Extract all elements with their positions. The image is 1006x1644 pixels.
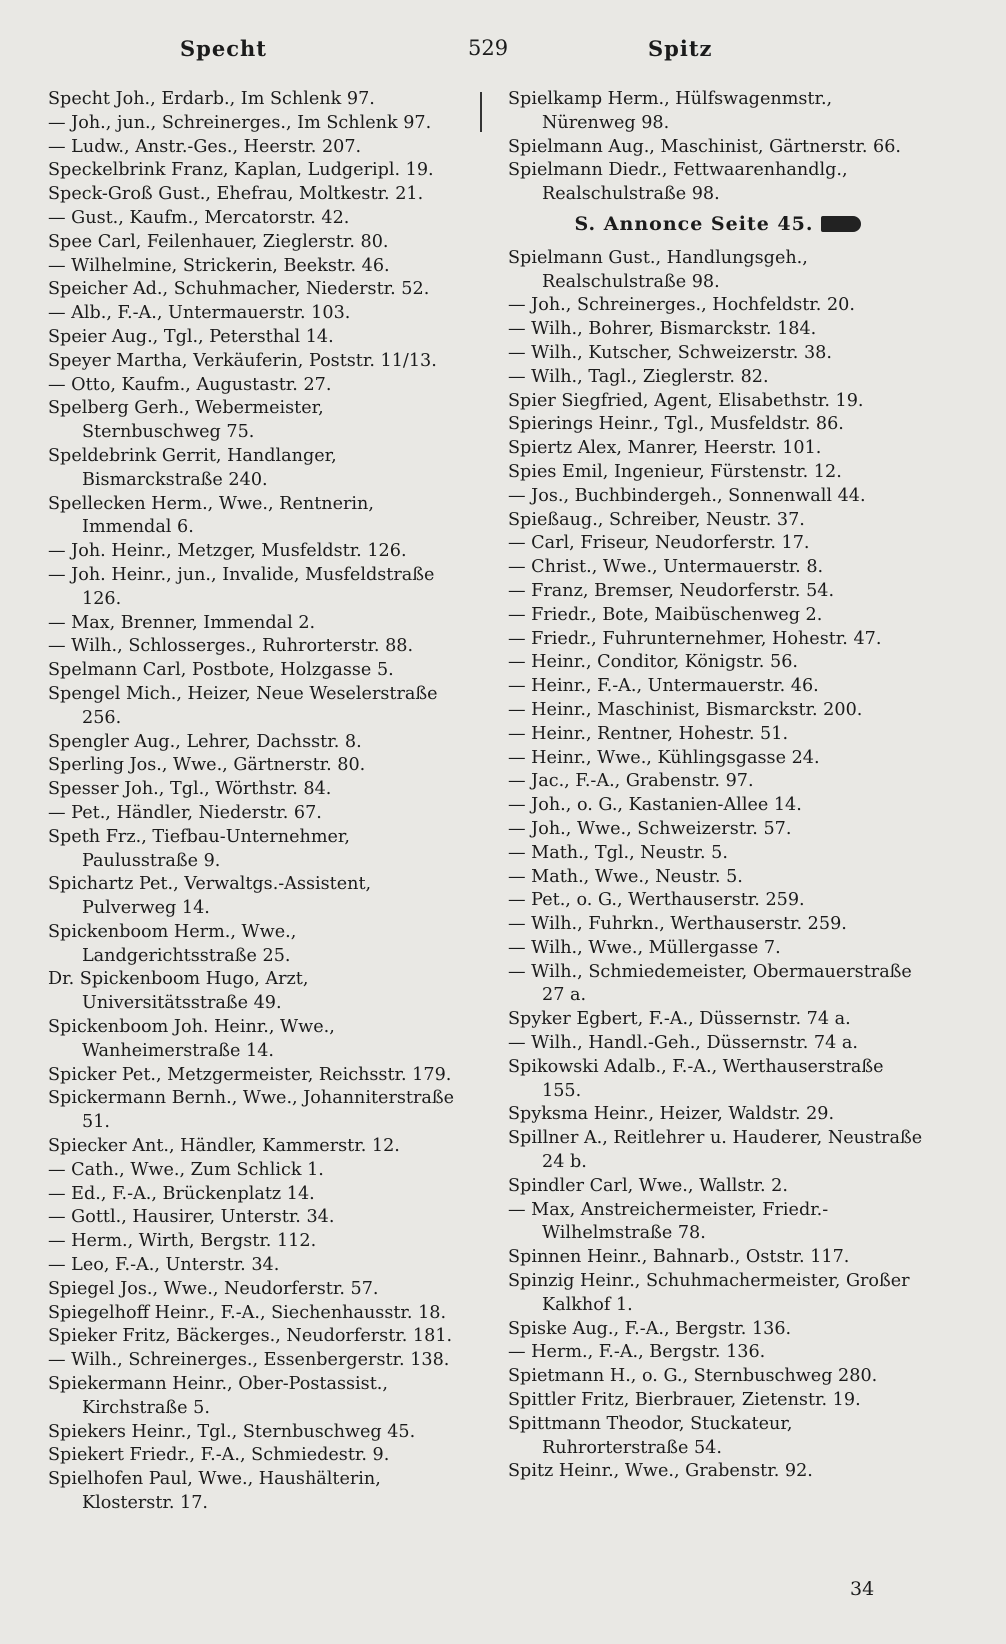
directory-entry: — Wilh., Tagl., Zieglerstr. 82. xyxy=(508,366,769,387)
header-left-keyword: Specht xyxy=(180,36,267,61)
directory-entry: — Herm., Wirth, Bergstr. 112. xyxy=(48,1231,317,1252)
directory-entry: Spikowski Adalb., F.-A., Werthauserstraße 155. xyxy=(508,1056,884,1101)
directory-entry: Spickenboom Herm., Wwe., Landgerichtsstraße 25. xyxy=(48,921,297,966)
directory-entry: — Wilhelmine, Strickerin, Beekstr. 46. xyxy=(48,255,390,276)
directory-entry: Speyer Martha, Verkäuferin, Poststr. 11/13. xyxy=(48,350,437,371)
directory-entry: — Otto, Kaufm., Augustastr. 27. xyxy=(48,374,332,395)
page-number: 529 xyxy=(468,36,509,60)
directory-entry: Spierings Heinr., Tgl., Musfeldstr. 86. xyxy=(508,414,844,435)
directory-entry: — Wilh., Bohrer, Bismarckstr. 184. xyxy=(508,319,817,340)
directory-entry: — Max, Brenner, Immendal 2. xyxy=(48,612,316,633)
directory-entry: Spickermann Bernh., Wwe., Johanniterstraße 51. xyxy=(48,1088,455,1133)
directory-entry: — Herm., F.-A., Bergstr. 136. xyxy=(508,1342,766,1363)
directory-entry: Specht Joh., Erdarb., Im Schlenk 97. xyxy=(48,89,375,109)
directory-entry: Spielkamp Herm., Hülfswagenmstr., Nürenweg 98. xyxy=(508,89,833,133)
directory-entry: — Pet., o. G., Werthauserstr. 259. xyxy=(508,890,805,911)
directory-entry: Spickenboom Joh. Heinr., Wwe., Wanheimerstraße 14. xyxy=(48,1017,335,1061)
directory-entry: — Friedr., Bote, Maibüschenweg 2. xyxy=(508,604,823,625)
directory-entry: — Jac., F.-A., Grabenstr. 97. xyxy=(508,771,754,792)
directory-entry: Spiecker Ant., Händler, Kammerstr. 12. xyxy=(48,1136,400,1157)
directory-entry: Spieker Fritz, Bäckerges., Neudorferstr. 181. xyxy=(48,1326,453,1347)
directory-entry: — Joh., jun., Schreinerges., Im Schlenk 97. xyxy=(48,112,432,133)
directory-entry: Spitz Heinr., Wwe., Grabenstr. 92. xyxy=(508,1461,813,1482)
directory-entry: — Heinr., Conditor, Königstr. 56. xyxy=(508,652,798,673)
directory-entry: Spengler Aug., Lehrer, Dachsstr. 8. xyxy=(48,731,362,752)
annonce-note xyxy=(508,213,928,237)
directory-entry: Speth Frz., Tiefbau-Unternehmer, Paulusstraße 9. xyxy=(48,826,350,871)
directory-entry: — Heinr., Rentner, Hohestr. 51. xyxy=(508,723,789,744)
directory-entry: — Heinr., Wwe., Kühlingsgasse 24. xyxy=(508,747,820,768)
column-divider xyxy=(480,92,482,132)
directory-entry: Spielmann Gust., Handlungsgeh., Realschulstraße 98. xyxy=(508,247,808,292)
directory-entry: — Wilh., Handl.-Geh., Düssernstr. 74 a. xyxy=(508,1033,858,1054)
directory-entry: — Max, Anstreichermeister, Friedr.-Wilhelmstraße 78. xyxy=(508,1199,829,1244)
directory-entry: Speier Aug., Tgl., Petersthal 14. xyxy=(48,326,334,347)
right-column xyxy=(508,88,928,1484)
directory-entry: — Alb., F.-A., Untermauerstr. 103. xyxy=(48,303,351,324)
directory-entry: — Joh., Wwe., Schweizerstr. 57. xyxy=(508,818,792,839)
directory-entry: Spellecken Herm., Wwe., Rentnerin, Immendal 6. xyxy=(48,493,374,538)
directory-entry: Spießaug., Schreiber, Neustr. 37. xyxy=(508,509,805,530)
page-header xyxy=(0,36,1006,76)
directory-entry: Spiske Aug., F.-A., Bergstr. 136. xyxy=(508,1318,792,1339)
directory-entry: Speckelbrink Franz, Kaplan, Ludgeripl. 19. xyxy=(48,160,434,181)
header-right-keyword: Spitz xyxy=(648,36,713,61)
directory-entry: Spiertz Alex, Manrer, Heerstr. 101. xyxy=(508,438,822,459)
directory-entry: Spiegelhoff Heinr., F.-A., Siechenhausstr. 18. xyxy=(48,1302,447,1323)
directory-entry: — Joh. Heinr., Metzger, Musfeldstr. 126. xyxy=(48,541,407,562)
directory-entry: Speldebrink Gerrit, Handlanger, Bismarckstraße 240. xyxy=(48,445,337,490)
directory-entry: — Christ., Wwe., Untermauerstr. 8. xyxy=(508,557,824,578)
directory-entry: Spielhofen Paul, Wwe., Haushälterin, Klosterstr. 17. xyxy=(48,1469,381,1514)
directory-entry: — Franz, Bremser, Neudorferstr. 54. xyxy=(508,580,835,601)
left-column xyxy=(48,88,468,1516)
directory-entry: — Joh., o. G., Kastanien-Allee 14. xyxy=(508,795,802,816)
directory-entry: — Joh. Heinr., jun., Invalide, Musfeldstraße 126. xyxy=(48,564,435,609)
directory-entry: — Wilh., Schreinerges., Essenbergerstr. 138. xyxy=(48,1350,450,1371)
directory-entry: — Carl, Friseur, Neudorferstr. 17. xyxy=(508,533,810,554)
directory-entry: — Math., Tgl., Neustr. 5. xyxy=(508,842,728,863)
directory-entry: Spies Emil, Ingenieur, Fürstenstr. 12. xyxy=(508,461,842,482)
directory-entry: — Joh., Schreinerges., Hochfeldstr. 20. xyxy=(508,295,855,316)
directory-entry: Sperling Jos., Wwe., Gärtnerstr. 80. xyxy=(48,755,366,776)
signature-number: 34 xyxy=(850,1578,875,1600)
directory-entry: Spiekert Friedr., F.-A., Schmiedestr. 9. xyxy=(48,1445,390,1466)
directory-entry: Spelberg Gerh., Webermeister, Sternbuschweg 75. xyxy=(48,398,324,443)
directory-entry: — Pet., Händler, Niederstr. 67. xyxy=(48,802,322,823)
directory-entry: Spicker Pet., Metzgermeister, Reichsstr. 179. xyxy=(48,1064,452,1085)
directory-entry: Spietmann H., o. G., Sternbuschweg 280. xyxy=(508,1366,878,1387)
right-top-entries xyxy=(508,88,928,207)
directory-entry: — Heinr., Maschinist, Bismarckstr. 200. xyxy=(508,699,863,720)
directory-entry: — Gust., Kaufm., Mercatorstr. 42. xyxy=(48,207,350,228)
directory-entry: Spiegel Jos., Wwe., Neudorferstr. 57. xyxy=(48,1278,379,1299)
directory-entry: — Wilh., Schlosserges., Ruhrorterstr. 88. xyxy=(48,636,414,657)
directory-entry: Spichartz Pet., Verwaltgs.-Assistent, Pulverweg 14. xyxy=(48,874,372,919)
directory-entry: Spesser Joh., Tgl., Wörthstr. 84. xyxy=(48,779,332,800)
directory-entry: — Heinr., F.-A., Untermauerstr. 46. xyxy=(508,676,819,697)
directory-entry: — Gottl., Hausirer, Unterstr. 34. xyxy=(48,1207,335,1228)
directory-entry: Spittmann Theodor, Stuckateur, Ruhrorterstraße 54. xyxy=(508,1413,793,1458)
directory-entry: Spengel Mich., Heizer, Neue Weselerstraße 256. xyxy=(48,683,438,728)
directory-entry: Spier Siegfried, Agent, Elisabethstr. 19. xyxy=(508,390,864,411)
directory-entry: — Jos., Buchbindergeh., Sonnenwall 44. xyxy=(508,485,866,506)
right-main-entries xyxy=(508,247,928,1484)
directory-entry: — Wilh., Kutscher, Schweizerstr. 38. xyxy=(508,342,832,363)
pointing-hand-icon xyxy=(821,216,861,232)
directory-entry: Spiekers Heinr., Tgl., Sternbuschweg 45. xyxy=(48,1421,416,1442)
directory-entry: — Wilh., Schmiedemeister, Obermauerstraße 27 a. xyxy=(508,961,912,1006)
directory-entry: Speicher Ad., Schuhmacher, Niederstr. 52. xyxy=(48,279,430,300)
directory-entry: — Ed., F.-A., Brückenplatz 14. xyxy=(48,1183,315,1204)
directory-entry: — Friedr., Fuhrunternehmer, Hohestr. 47. xyxy=(508,628,882,649)
directory-entry: — Math., Wwe., Neustr. 5. xyxy=(508,866,743,887)
directory-entry: Spyksma Heinr., Heizer, Waldstr. 29. xyxy=(508,1104,835,1125)
directory-entry: Spielmann Diedr., Fettwaarenhandlg., Realschulstraße 98. xyxy=(508,160,848,205)
directory-entry: Spelmann Carl, Postbote, Holzgasse 5. xyxy=(48,660,394,681)
directory-entry: Spinzig Heinr., Schuhmachermeister, Großer Kalkhof 1. xyxy=(508,1271,910,1315)
annonce-text: S. Annonce Seite 45. xyxy=(574,212,814,235)
directory-entry: — Ludw., Anstr.-Ges., Heerstr. 207. xyxy=(48,136,362,157)
directory-entry: Spielmann Aug., Maschinist, Gärtnerstr. 66. xyxy=(508,136,901,157)
directory-entry: Speck-Groß Gust., Ehefrau, Moltkestr. 21. xyxy=(48,184,424,205)
directory-entry: Spinnen Heinr., Bahnarb., Oststr. 117. xyxy=(508,1247,850,1268)
directory-entry: Spindler Carl, Wwe., Wallstr. 2. xyxy=(508,1175,788,1196)
directory-entry: Spyker Egbert, F.-A., Düssernstr. 74 a. xyxy=(508,1009,851,1030)
directory-entry: Spiekermann Heinr., Ober-Postassist., Kirchstraße 5. xyxy=(48,1374,388,1418)
directory-entry: Spee Carl, Feilenhauer, Zieglerstr. 80. xyxy=(48,231,389,252)
directory-entry: Spittler Fritz, Bierbrauer, Zietenstr. 19. xyxy=(508,1390,861,1411)
directory-entry: — Wilh., Fuhrkn., Werthauserstr. 259. xyxy=(508,914,847,935)
directory-entry: — Wilh., Wwe., Müllergasse 7. xyxy=(508,937,781,958)
directory-entry: — Cath., Wwe., Zum Schlick 1. xyxy=(48,1159,324,1180)
directory-entry: — Leo, F.-A., Unterstr. 34. xyxy=(48,1255,280,1276)
directory-entry: Spillner A., Reitlehrer u. Hauderer, Neustraße 24 b. xyxy=(508,1128,923,1173)
directory-entry: Dr. Spickenboom Hugo, Arzt, Universitätsstraße 49. xyxy=(48,969,309,1014)
